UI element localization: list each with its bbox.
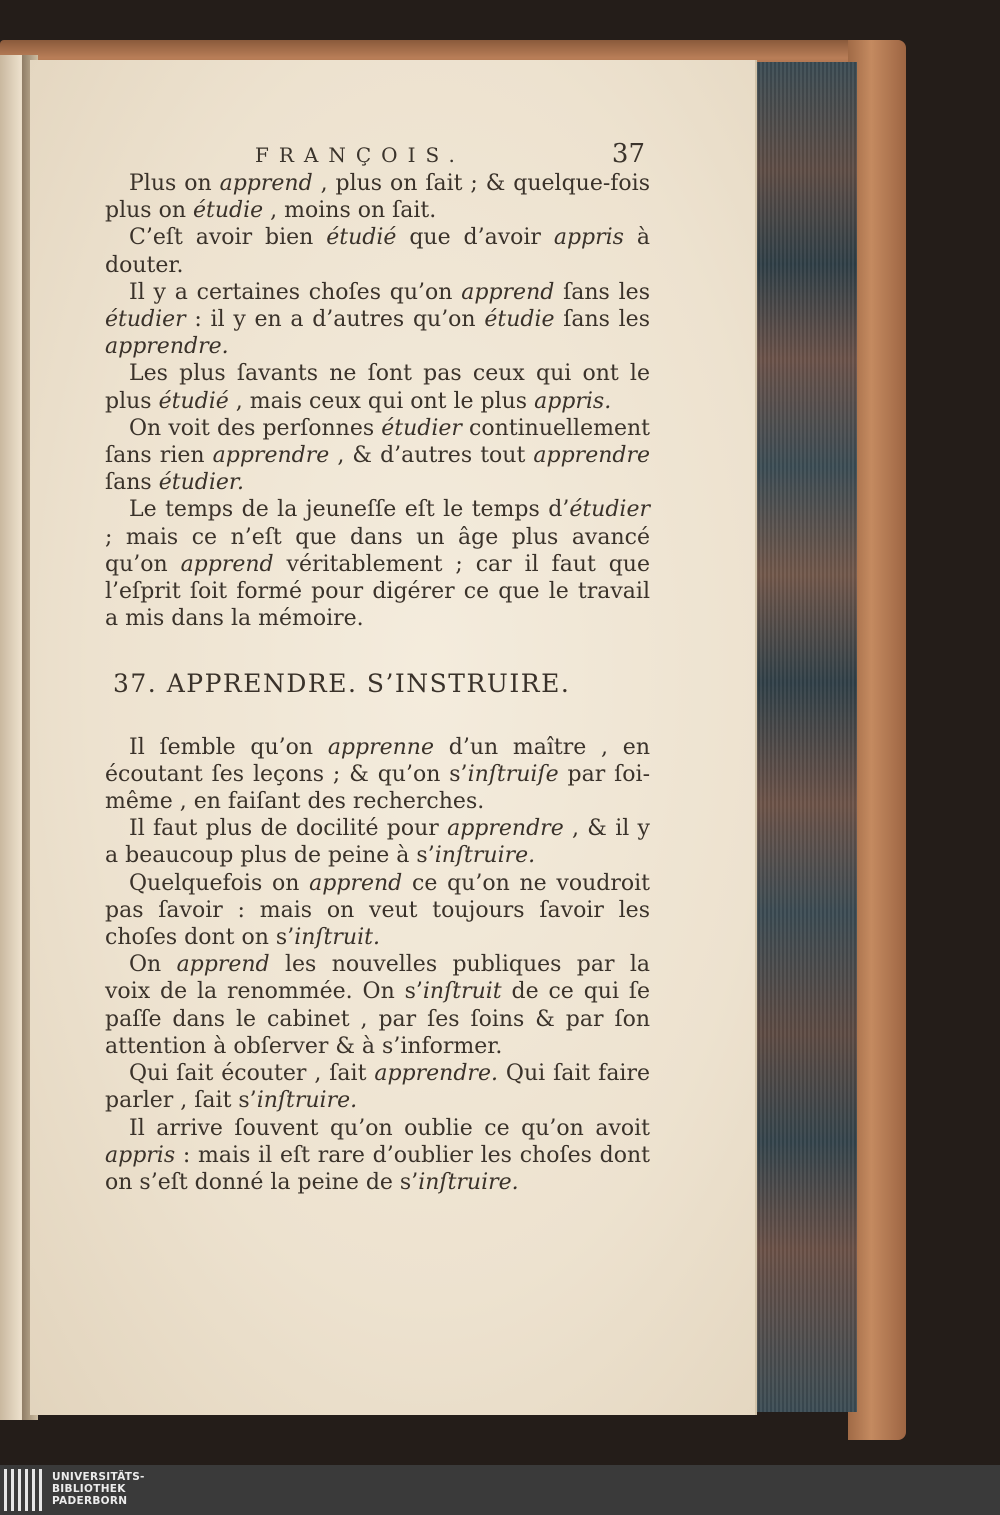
- logo-line: BIBLIOTHEK: [52, 1483, 126, 1495]
- italic-term: apprend: [219, 171, 313, 196]
- italic-term: appris: [553, 225, 624, 251]
- paragraph: [105, 951, 650, 1060]
- italic-term: apprend: [461, 279, 555, 305]
- italic-term: apprendre: [212, 443, 330, 469]
- text-run: , & il y a beaucoup plus de peine à s’: [105, 816, 650, 869]
- paragraph: [105, 360, 650, 414]
- paragraph: [105, 815, 650, 869]
- text-run: Les plus ſavants ne ſont pas ceux qui ont le plus: [105, 361, 650, 414]
- italic-term: apprenne: [327, 734, 434, 760]
- page-body: [105, 170, 650, 1196]
- library-logo-icon: [2, 1469, 44, 1511]
- text-run: ce qu’on ne voudroit pas ſavoir : mais on veut toujours ſavoir les choſes dont on s’: [105, 870, 650, 951]
- text-run: de ce qui ſe paſſe dans le cabinet , par ſes ſoins & par ſon attention à obſerver & à s’informer.: [105, 979, 651, 1059]
- text-run: Il y a certaines choſes qu’on: [129, 279, 462, 305]
- italic-term: étudié: [158, 388, 229, 414]
- text-run: C’eſt avoir bien: [129, 225, 327, 251]
- text-run: : mais il eſt rare d’oublier les choſes dont on s’eſt donné la peine de s’: [105, 1142, 650, 1195]
- paragraph: [105, 870, 650, 952]
- italic-term: appris: [105, 1142, 176, 1168]
- text-run: Il arrive ſouvent qu’on oublie ce qu’on avoit: [129, 1115, 650, 1141]
- paragraph: [105, 1115, 650, 1197]
- paragraph: [105, 415, 650, 497]
- library-footer: [0, 1465, 1000, 1515]
- text-run: véritablement ; car il faut que l’eſprit ſoit formé pour digérer ce que le travail a mis dans la mémoire.: [105, 551, 650, 632]
- text-run: Quelquefois on: [129, 870, 310, 896]
- text-run: d’un maître , en écoutant ſes leçons ; & qu’on s’: [105, 734, 650, 787]
- paragraph: [105, 1060, 650, 1114]
- text-run: Il ſemble qu’on: [129, 734, 328, 760]
- text-run: Le temps de la jeuneſſe eſt le temps d’: [129, 497, 570, 523]
- text-run: Qui ſait écouter , ſait: [129, 1061, 375, 1087]
- text-run: ſans les: [554, 279, 650, 305]
- italic-term: étudier.: [158, 470, 244, 496]
- italic-term: inſtruiſe: [467, 761, 559, 787]
- text-run: , mais ceux qui ont le plus: [228, 388, 535, 414]
- italic-term: apprend: [176, 952, 270, 978]
- italic-term: apprend: [180, 551, 274, 577]
- paragraph: [105, 496, 650, 632]
- italic-term: apprendre.: [374, 1061, 498, 1087]
- italic-term: étudier: [105, 307, 186, 333]
- text-run: ſans: [105, 470, 159, 496]
- paragraph: [105, 170, 650, 224]
- text-run: par ſoi-même , en faiſant des recherches.: [105, 761, 651, 815]
- italic-term: étudier: [569, 497, 650, 523]
- marbled-page-edges: [752, 62, 857, 1412]
- running-head-title: FRANÇOIS.: [255, 143, 465, 167]
- italic-term: apprendre: [447, 816, 564, 842]
- italic-term: inſtruit.: [294, 925, 380, 951]
- italic-term: apprendre: [533, 443, 650, 469]
- paragraph: [105, 279, 650, 361]
- paragraph: [105, 224, 650, 278]
- text-run: ; mais ce n’eſt que dans un âge plus avancé qu’on: [105, 524, 650, 577]
- italic-term: étudie: [192, 198, 264, 224]
- text-run: Plus on: [129, 171, 220, 196]
- italic-term: apprendre.: [105, 334, 229, 360]
- paragraph: [105, 734, 650, 816]
- italic-term: apprend: [309, 870, 403, 896]
- text-run: continuellement ſans rien: [105, 415, 650, 469]
- text-run: les nouvelles publiques par la voix de la renommée. On s’: [105, 952, 650, 1005]
- italic-term: étudié: [326, 225, 397, 251]
- logo-line: PADERBORN: [52, 1495, 128, 1507]
- italic-term: appris.: [534, 388, 612, 414]
- italic-term: inſtruit: [422, 979, 502, 1005]
- page-number: 37: [611, 139, 645, 169]
- entry-36-text: [105, 170, 650, 632]
- italic-term: inſtruire.: [256, 1088, 358, 1114]
- text-run: , moins on ſait.: [263, 198, 437, 224]
- text-run: ſans les: [554, 307, 650, 333]
- text-run: à douter.: [105, 225, 650, 278]
- italic-term: inſtruire.: [418, 1169, 519, 1195]
- library-logo-text: [52, 1471, 145, 1507]
- italic-term: inſtruire.: [434, 843, 536, 869]
- text-run: que d’avoir: [396, 225, 554, 251]
- entry-37-text: [105, 734, 650, 1196]
- text-run: Qui ſait faire parler , ſait s’: [105, 1061, 651, 1114]
- text-run: , & d’autres tout: [329, 443, 534, 469]
- text-run: On: [129, 952, 177, 978]
- text-run: : il y en a d’autres qu’on: [185, 307, 485, 333]
- running-head: [105, 139, 645, 171]
- logo-line: UNIVERSITÄTS-: [52, 1471, 145, 1483]
- text-run: , plus on ſait ; & quelque-fois plus on: [105, 171, 651, 224]
- text-run: On voit des perſonnes: [129, 415, 382, 441]
- section-heading: 37. APPRENDRE. S’INSTRUIRE.: [113, 669, 571, 699]
- italic-term: étudie: [484, 307, 555, 333]
- text-run: Il faut plus de docilité pour: [129, 816, 448, 842]
- italic-term: étudier: [381, 415, 462, 441]
